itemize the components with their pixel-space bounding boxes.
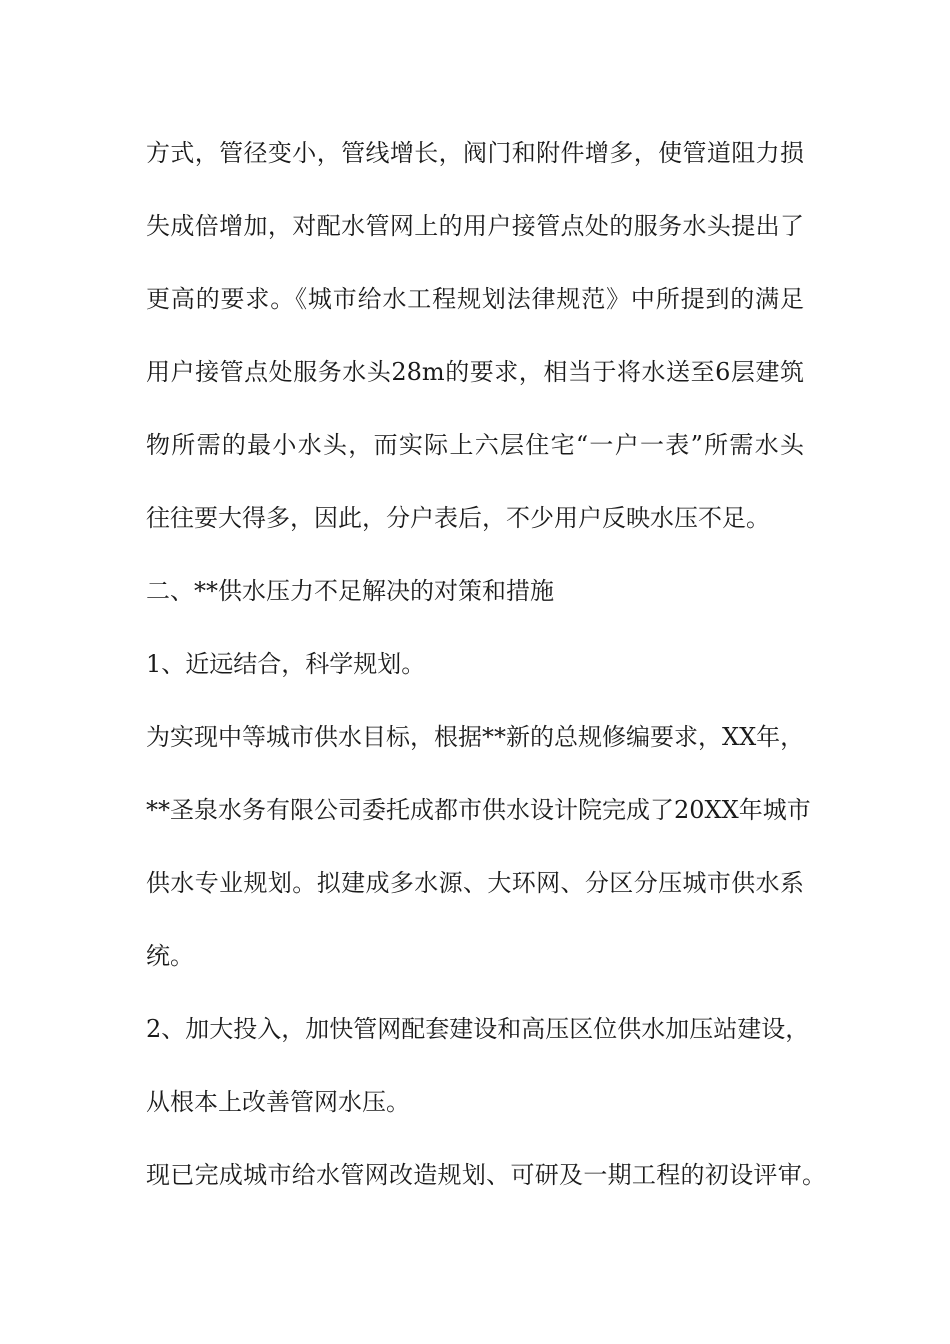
paragraph-line: 供水专业规划。拟建成多水源、大环网、分区分压城市供水系 [146, 869, 804, 897]
paragraph-line: 为实现中等城市供水目标，根据**新的总规修编要求，XX年， [146, 723, 805, 751]
paragraph-line: 统。 [146, 942, 194, 970]
paragraph-line: 方式，管径变小，管线增长，阀门和附件增多，使管道阻力损 [146, 139, 804, 167]
paragraph-line: 用户接管点处服务水头28m的要求，相当于将水送至6层建筑 [146, 358, 804, 386]
section-heading: 二、**供水压力不足解决的对策和措施 [146, 577, 554, 605]
subsection-heading: 2、加大投入，加快管网配套建设和高压区位供水加压站建设， [146, 1015, 810, 1043]
paragraph-line: 更高的要求。《城市给水工程规划法律规范》中所提到的满足 [146, 285, 804, 313]
paragraph-line: **圣泉水务有限公司委托成都市供水设计院完成了20XX年城市 [146, 796, 811, 824]
paragraph-line: 失成倍增加，对配水管网上的用户接管点处的服务水头提出了 [146, 212, 804, 240]
paragraph-line: 往往要大得多，因此，分户表后，不少用户反映水压不足。 [146, 504, 770, 532]
subsection-heading: 从根本上改善管网水压。 [146, 1088, 410, 1116]
paragraph-line: 物所需的最小水头，而实际上六层住宅“一户一表”所需水头 [146, 431, 804, 459]
paragraph-line: 现已完成城市给水管网改造规划、可研及一期工程的初设评审。 [146, 1161, 826, 1189]
subsection-heading: 1、近远结合，科学规划。 [146, 650, 426, 678]
